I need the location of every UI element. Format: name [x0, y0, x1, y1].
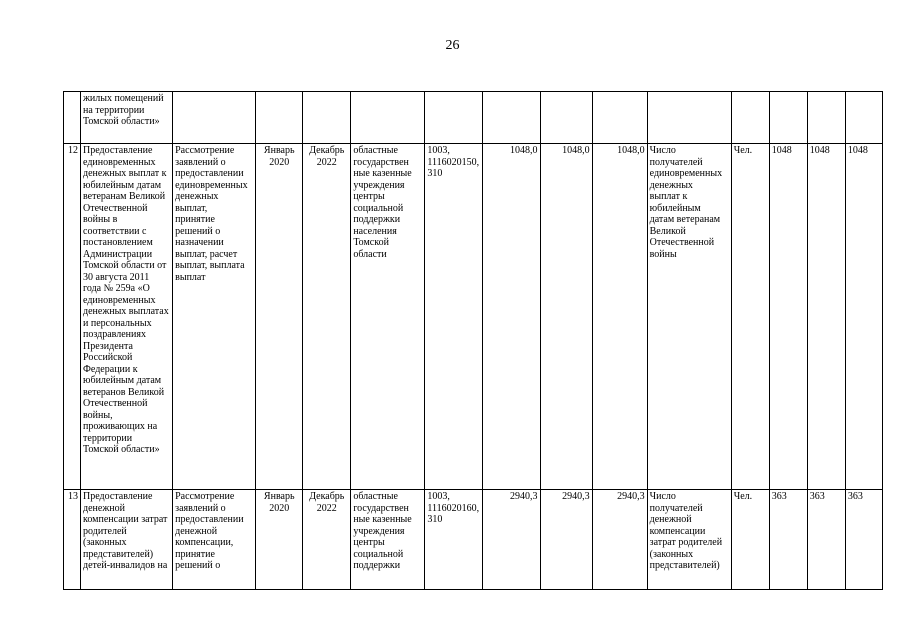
indicator-2020-cell — [769, 92, 807, 144]
indicator-2020-cell: 363 — [769, 490, 807, 590]
indicator-2022-cell: 1048 — [845, 144, 882, 490]
executor-cell — [351, 92, 425, 144]
action-cell: Рассмотрение заявлений о предоставлении единовременных денежных выплат, принятие решений о назначении выплат, расчет выплат, выплата выплат — [173, 144, 256, 490]
executor-cell: областные государствен ные казенные учреждения центры социальной поддержки населения Томской области — [351, 144, 425, 490]
indicator-2021-cell: 363 — [807, 490, 845, 590]
indicator-cell — [647, 92, 731, 144]
row-number-cell: 13 — [64, 490, 81, 590]
action-cell — [173, 92, 256, 144]
action-cell: Рассмотрение заявлений о предоставлении денежной компенсации, принятие решений о — [173, 490, 256, 590]
end-date-cell: Декабрь 2022 — [303, 144, 351, 490]
measure-name-cell: Предоставление денежной компенсации затрат родителей (законных представителей) детей-инвалидов на — [81, 490, 173, 590]
page-number: 26 — [445, 38, 460, 53]
unit-cell — [731, 92, 769, 144]
table-row — [64, 92, 883, 144]
funding-2021-cell — [540, 92, 592, 144]
budget-code-cell — [425, 92, 483, 144]
row-number-cell — [64, 92, 81, 144]
budget-code-cell: 1003, 1116020160, 310 — [425, 490, 483, 590]
table-row — [64, 144, 883, 490]
start-date-cell — [256, 92, 303, 144]
funding-2020-cell — [483, 92, 540, 144]
funding-2021-cell: 2940,3 — [540, 490, 592, 590]
funding-2022-cell — [592, 92, 647, 144]
funding-2021-cell: 1048,0 — [540, 144, 592, 490]
measure-name-cell: жилых помещений на территории Томской области» — [81, 92, 173, 144]
indicator-2021-cell: 1048 — [807, 144, 845, 490]
funding-2020-cell: 1048,0 — [483, 144, 540, 490]
budget-code-cell: 1003, 1116020150, 310 — [425, 144, 483, 490]
start-date-cell: Январь 2020 — [256, 144, 303, 490]
row-number-cell: 12 — [64, 144, 81, 490]
indicator-2022-cell — [845, 92, 882, 144]
unit-cell: Чел. — [731, 144, 769, 490]
funding-2022-cell: 2940,3 — [592, 490, 647, 590]
measures-table — [63, 91, 883, 590]
start-date-cell: Январь 2020 — [256, 490, 303, 590]
end-date-cell: Декабрь 2022 — [303, 490, 351, 590]
end-date-cell — [303, 92, 351, 144]
unit-cell: Чел. — [731, 490, 769, 590]
funding-2022-cell: 1048,0 — [592, 144, 647, 490]
indicator-cell: Число получателей денежной компенсации затрат родителей (законных представителей) — [647, 490, 731, 590]
table-row — [64, 490, 883, 590]
measure-name-cell: Предоставление единовременных денежных выплат к юбилейным датам ветеранам Великой Отечественной войны в соответствии с постановлением Администрации Томской области от 30 августа 2011 года № 259а «О единовременных денежных выплатах и персональных поздравлениях Президента Российской Федерации к юбилейным датам ветеранов Великой Отечественной войны, проживающих на территории Томской области» — [81, 144, 173, 490]
indicator-cell: Число получателей единовременных денежных выплат к юбилейным датам ветеранам Великой Отечественной войны — [647, 144, 731, 490]
executor-cell: областные государствен ные казенные учреждения центры социальной поддержки — [351, 490, 425, 590]
funding-2020-cell: 2940,3 — [483, 490, 540, 590]
indicator-2021-cell — [807, 92, 845, 144]
indicator-2020-cell: 1048 — [769, 144, 807, 490]
indicator-2022-cell: 363 — [845, 490, 882, 590]
